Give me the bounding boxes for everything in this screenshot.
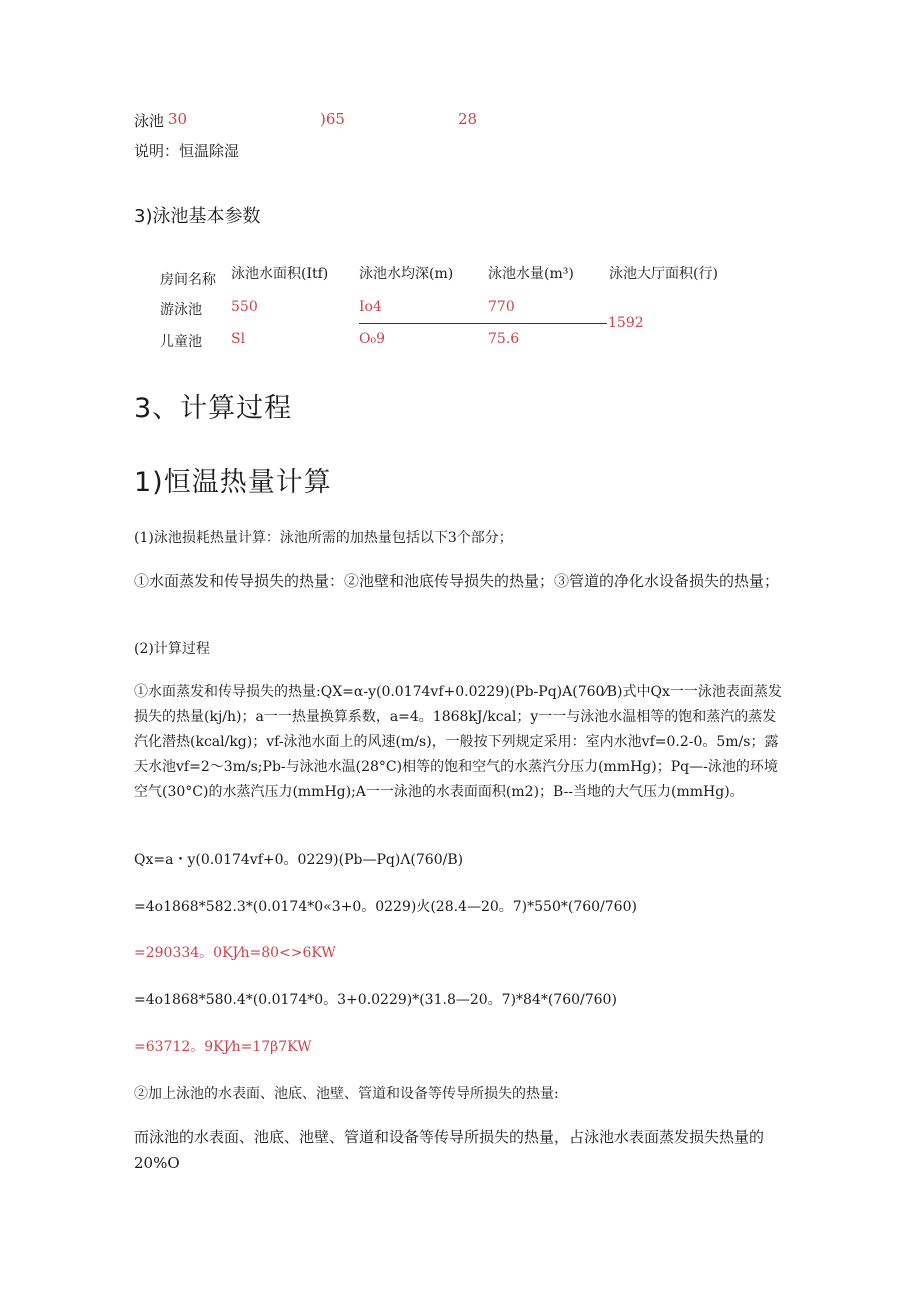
section-params-title: 3)泳池基本参数 [134, 206, 261, 227]
paragraph-conduction-loss: ②加上泳池的水表面、池底、池壁、管道和设备等传导所损失的热量: [134, 1086, 559, 1102]
row-volume: 770 [488, 299, 515, 315]
paragraph-heat-loss-parts: ①水面蒸发和传导损失的热量：②池壁和池底传导损失的热量；③管道的净化水设备损失的热量； [134, 572, 780, 590]
formula-result-2: =63712。9KJ⁄h=17β7KW [134, 1039, 312, 1055]
note-text: 说明：恒温除湿 [134, 142, 240, 160]
header-pool-depth: 泳池水均深(m) [359, 266, 454, 282]
formula-result-1: =290334。0KJ⁄h=80<>6KW [134, 945, 336, 961]
header-pool-volume: 泳池水量(m³) [488, 266, 574, 282]
row-name: 儿童池 [160, 334, 202, 350]
row-volume: 75.6 [488, 331, 520, 347]
paragraph-conduction-ratio: 而泳池的水表面、池底、池壁、管道和设备等传导所损失的热量，占泳池水表面蒸发损失热量的20%O [134, 1128, 765, 1172]
header-room-name: 房间名称 [160, 272, 216, 288]
section-calc-title: 3、计算过程 [134, 393, 293, 424]
row-area: 550 [231, 299, 258, 315]
row-area: Sl [231, 331, 246, 347]
top-row-label: 泳池 [134, 112, 165, 130]
header-hall-area: 泳池大厅面积(行) [609, 266, 718, 282]
row-depth: O₀9 [359, 331, 385, 347]
top-row-value-2: )65 [320, 110, 345, 128]
top-row [134, 110, 164, 131]
row-name: 游泳池 [160, 302, 202, 318]
top-row-value-3: 28 [458, 110, 478, 128]
paragraph-calc-process: (2)计算过程 [134, 641, 210, 657]
paragraph-evaporation: ①水面蒸发和传导损失的热量:QX=α-y(0.0174vf+0.0229)(Pb-Pq)A(760⁄B)式中Qx一一泳池表面蒸发损失的热量(kj/h)；a一一热量换算系数，a=4。1868kJ/kcal；y一一与泳池水温相等的饱和蒸汽的蒸发汽化潜热(kcal/kg)；vf-泳池水面上的风速(m/s)，一般按下列规定采用：室内水池vf=0.2-0。5m/s；露天水池vf=2～3m/s;Pb-与泳池水温(28°C)相等的饱和空气的水蒸汽分压力(mmHg)；Pq—-泳池的环境空气(30°C)的水蒸汽压力(mmHg);A一一泳池的水表面面积(m2)；B--当地的大气压力(mmHg)。 [134, 684, 782, 800]
hall-area-value: 1592 [608, 315, 644, 331]
formula-calc-2: =4o1868*580.4*(0.0174*0。3+0.0229)*(31.8—20。7)*84*(760/760) [134, 992, 617, 1008]
row-depth: Io4 [359, 299, 382, 315]
paragraph-heat-loss-intro: (1)泳池损耗热量计算：泳池所需的加热量包括以下3个部分； [134, 530, 513, 546]
formula-qx: Qx=a・y(0.0174vf+0。0229)(Pb—Pq)Λ(760/B) [134, 852, 464, 868]
section-heat-title: 1)恒温热量计算 [134, 467, 332, 498]
formula-calc-1: =4o1868*582.3*(0.0174*0«3+0。0229)火(28.4—20。7)*550*(760/760) [134, 899, 637, 915]
header-pool-area: 泳池水面积(Itf) [231, 266, 329, 282]
table-divider [359, 323, 607, 324]
top-row-value-1: 30 [168, 110, 188, 128]
